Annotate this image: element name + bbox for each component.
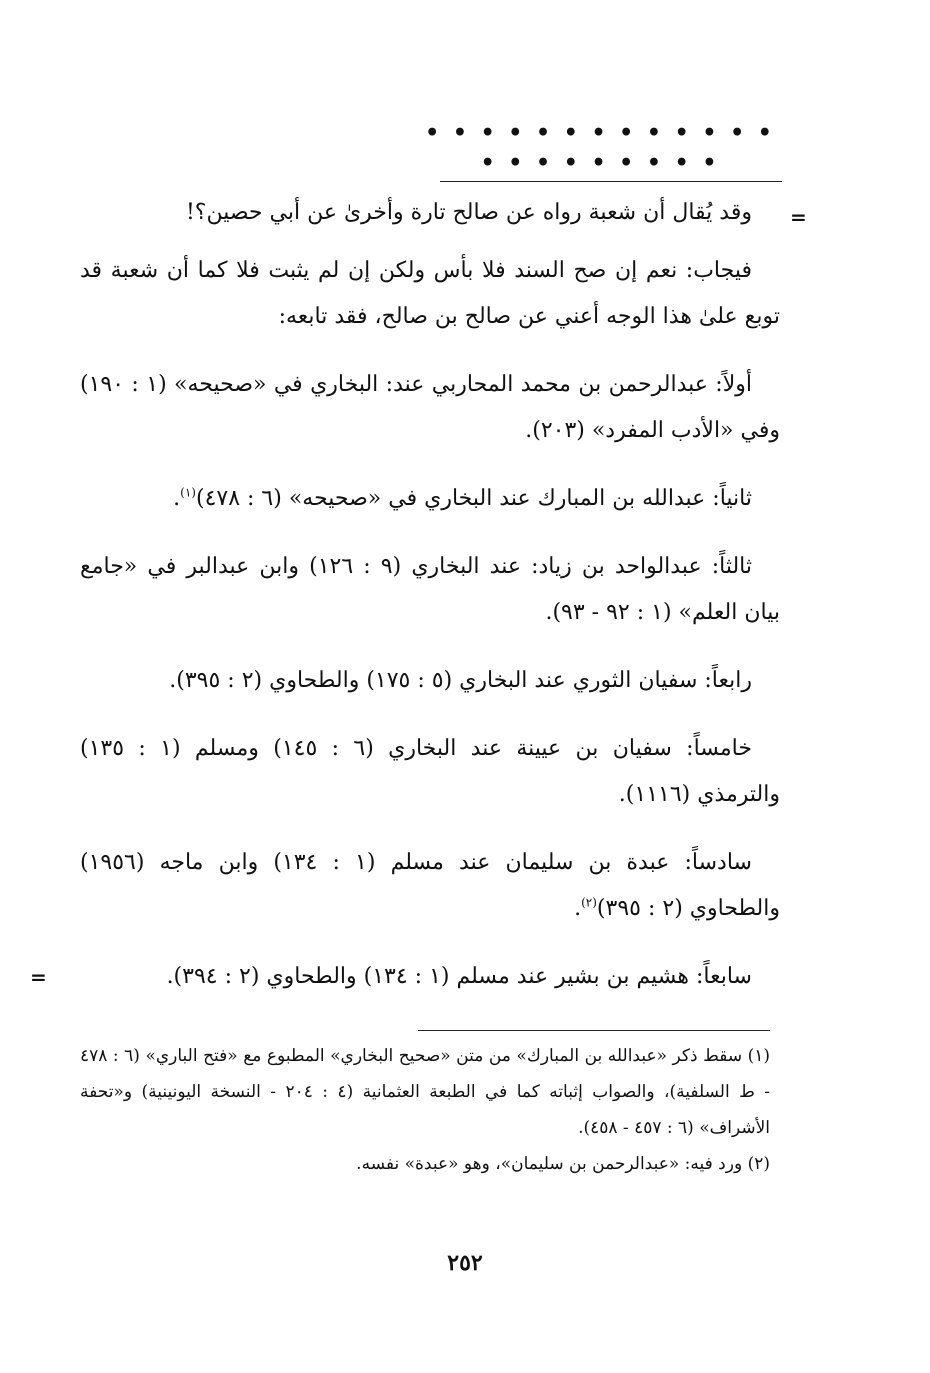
paragraph-question (80, 190, 780, 236)
footnote-ref-1[interactable]: (١) (180, 485, 196, 500)
paragraph-text: رابعاً: سفيان الثوري عند البخاري (٥ : ١٧٥) والطحاوي (٢ : ٣٩٥). (169, 668, 752, 693)
paragraph-third (80, 544, 780, 636)
footnote-ref-2[interactable]: (٢) (581, 895, 597, 910)
footnotes (80, 1038, 770, 1182)
paragraph-second: ثانياً: عبدالله بن المبارك عند البخاري في «صحيحه» (٦ : ٤٧٨)$^{(١)}$. (173, 485, 752, 511)
paragraph-first (80, 362, 780, 454)
footnote-separator (418, 1030, 770, 1031)
paragraph-text: فيجاب: نعم إن صح السند فلا بأس ولكن إن لم يثبت فلا كما أن شعبة قد توبع علىٰ هذا الوجه أعني عن صالح بن صالح، فقد تابعه: (80, 258, 780, 329)
margin-mark-top: = (790, 205, 807, 229)
paragraph-fifth (80, 726, 780, 818)
paragraph-text: سابعاً: هشيم بن بشير عند مسلم (١ : ١٣٤) والطحاوي (٢ : ٣٩٤). (166, 964, 752, 989)
paragraph-text: سادساً: عبدة بن سليمان عند مسلم (١ : ١٣٤) وابن ماجه (١٩٥٦) والطحاوي (٢ : ٣٩٥) (80, 850, 780, 921)
margin-mark-bottom: = (30, 965, 47, 989)
main-text (80, 190, 780, 1000)
header-ornament: • • • • • • • • • • • • • • • • • • • • • • (425, 120, 775, 176)
paragraph-fourth (80, 658, 780, 704)
paragraph-sixth: سادساً: عبدة بن سليمان عند مسلم (١ : ١٣٤) وابن ماجه (١٩٥٦) والطحاوي (٢ : ٣٩٥)$^{(٢)}$. (80, 850, 780, 921)
paragraph-answer (80, 248, 780, 340)
page-number: ٢٥٢ (447, 1250, 483, 1276)
paragraph-text: أولاً: عبدالرحمن بن محمد المحاربي عند: البخاري في «صحيحه» (١ : ١٩٠) وفي «الأدب المفرد» (٢٠٣). (80, 372, 780, 443)
paragraph-seventh (80, 954, 780, 1000)
paragraph-text: ثانياً: عبدالله بن المبارك عند البخاري في «صحيحه» (٦ : ٤٧٨) (195, 486, 752, 511)
paragraph-text: ثالثاً: عبدالواحد بن زياد: عند البخاري (٩ : ١٢٦) وابن عبدالبر في «جامع بيان العلم» (١ : ٩٢ - ٩٣). (80, 554, 780, 625)
paragraph-text: خامساً: سفيان بن عيينة عند البخاري (٦ : ١٤٥) ومسلم (١ : ١٣٥) والترمذي (١١١٦). (80, 736, 780, 807)
paragraph-text: وقد يُقال أن شعبة رواه عن صالح تارة وأخرىٰ عن أبي حصين؟! (185, 200, 752, 225)
footnote-2: (٢) ورد فيه: «عبدالرحمن بن سليمان»، وهو «عبدة» نفسه. (356, 1154, 770, 1174)
footnote-1: (١) سقط ذكر «عبدالله بن المبارك» من متن «صحيح البخاري» المطبوع مع «فتح الباري» (٦ : ٤٧٨ - ط السلفية)، والصواب إثباته كما في الطبعة العثمانية (٤ : ٢٠٤ - النسخة اليونينية) و«تحفة الأشراف» (٦ : ٤٥٧ - ٤٥٨). (80, 1046, 770, 1138)
header-rule (440, 181, 782, 182)
